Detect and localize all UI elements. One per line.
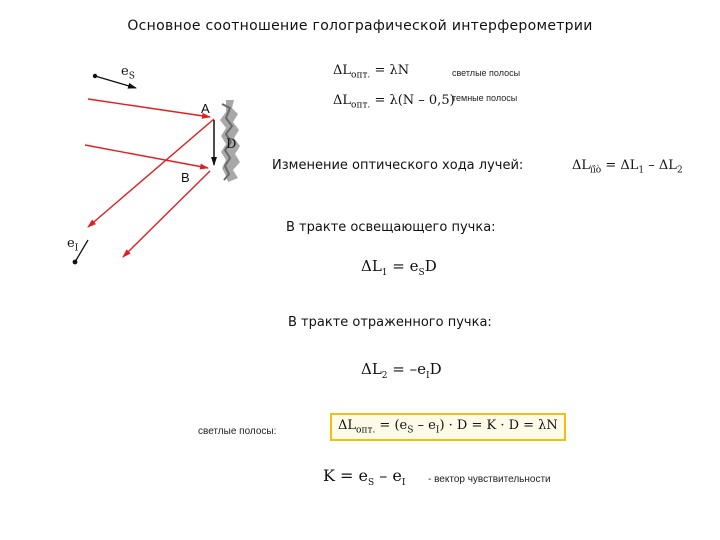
- ei-sub: I: [74, 243, 79, 254]
- dark-sub: опт.: [351, 100, 371, 111]
- rb-lhs: ΔL: [361, 360, 382, 378]
- sv-k: K: [323, 466, 335, 485]
- illum-beam-formula: [361, 257, 437, 278]
- es-label: [121, 64, 135, 82]
- es-sub: S: [128, 71, 135, 82]
- point-b-label: B: [181, 170, 190, 185]
- bright-fringes-label: светлые полосы:: [198, 426, 277, 437]
- illumination-ray-a: [88, 99, 210, 117]
- sensitivity-description: - вектор чувствительности: [428, 474, 551, 485]
- pc-sub2: 2: [676, 165, 683, 176]
- point-a-label: A: [201, 101, 210, 116]
- es-letter: e: [121, 64, 129, 79]
- bf-sub1: S: [407, 425, 414, 436]
- bf-rest2: – e: [413, 418, 436, 433]
- bf-rest: = (e: [375, 418, 408, 433]
- refl-beam-formula: [361, 360, 442, 381]
- reflected-ray-b: [123, 171, 210, 257]
- pc-lhs: ΔL: [572, 158, 591, 173]
- bright-lhs: ΔL: [333, 63, 352, 78]
- ib-rhs: = e: [387, 257, 419, 275]
- pc-mid: – ΔL: [644, 158, 677, 173]
- pc-rhs: = ΔL: [605, 158, 639, 173]
- dark-lhs: ΔL: [333, 93, 352, 108]
- bright-sub: опт.: [351, 70, 371, 81]
- bright-condition-formula: [333, 63, 409, 81]
- rb-tail: D: [429, 360, 442, 378]
- bright-condition-label: светлые полосы: [452, 68, 521, 78]
- bright-fringes-formula: [330, 413, 566, 441]
- refl-beam-heading: В тракте отраженного пучка:: [288, 315, 492, 330]
- dark-condition-formula: [333, 93, 455, 111]
- bf-sub: опт.: [356, 425, 376, 436]
- bf-sub2: I: [435, 425, 440, 436]
- sv-sub2: I: [401, 478, 406, 489]
- dark-rhs: = λ(N – 0,5): [374, 93, 455, 108]
- sensitivity-formula: [323, 466, 405, 488]
- illum-beam-heading: В тракте освещающего пучка:: [286, 220, 496, 235]
- sv-eq: = e: [334, 466, 368, 485]
- pc-sub1: 1: [638, 165, 645, 176]
- bf-rest3: ) · D = K · D = λN: [439, 418, 558, 433]
- ib-sub: 1: [381, 268, 388, 278]
- path-change-formula: [572, 158, 683, 176]
- sv-minus: – e: [374, 466, 402, 485]
- displacement-label: D: [226, 137, 237, 152]
- reflected-ray-a: [88, 119, 214, 227]
- pc-sub: ïîò: [590, 165, 602, 176]
- ei-letter: e: [67, 236, 75, 251]
- ib-tail: D: [424, 257, 437, 275]
- rb-rhs-sub: I: [426, 371, 430, 381]
- path-change-heading: Изменение оптического хода лучей:: [272, 158, 524, 173]
- rb-rhs: = –e: [387, 360, 427, 378]
- ib-lhs: ΔL: [361, 257, 382, 275]
- illumination-ray-b: [85, 145, 208, 168]
- ib-rhs-sub: S: [418, 268, 425, 278]
- bf-lhs: ΔL: [338, 418, 357, 433]
- rb-sub: 2: [381, 371, 388, 381]
- bright-rhs: = λN: [374, 63, 410, 78]
- page-title: Основное соотношение голографической интерферометрии: [127, 18, 593, 34]
- ei-label: [67, 236, 78, 254]
- sv-sub1: S: [368, 478, 375, 489]
- dark-condition-label: темные полосы: [452, 93, 518, 103]
